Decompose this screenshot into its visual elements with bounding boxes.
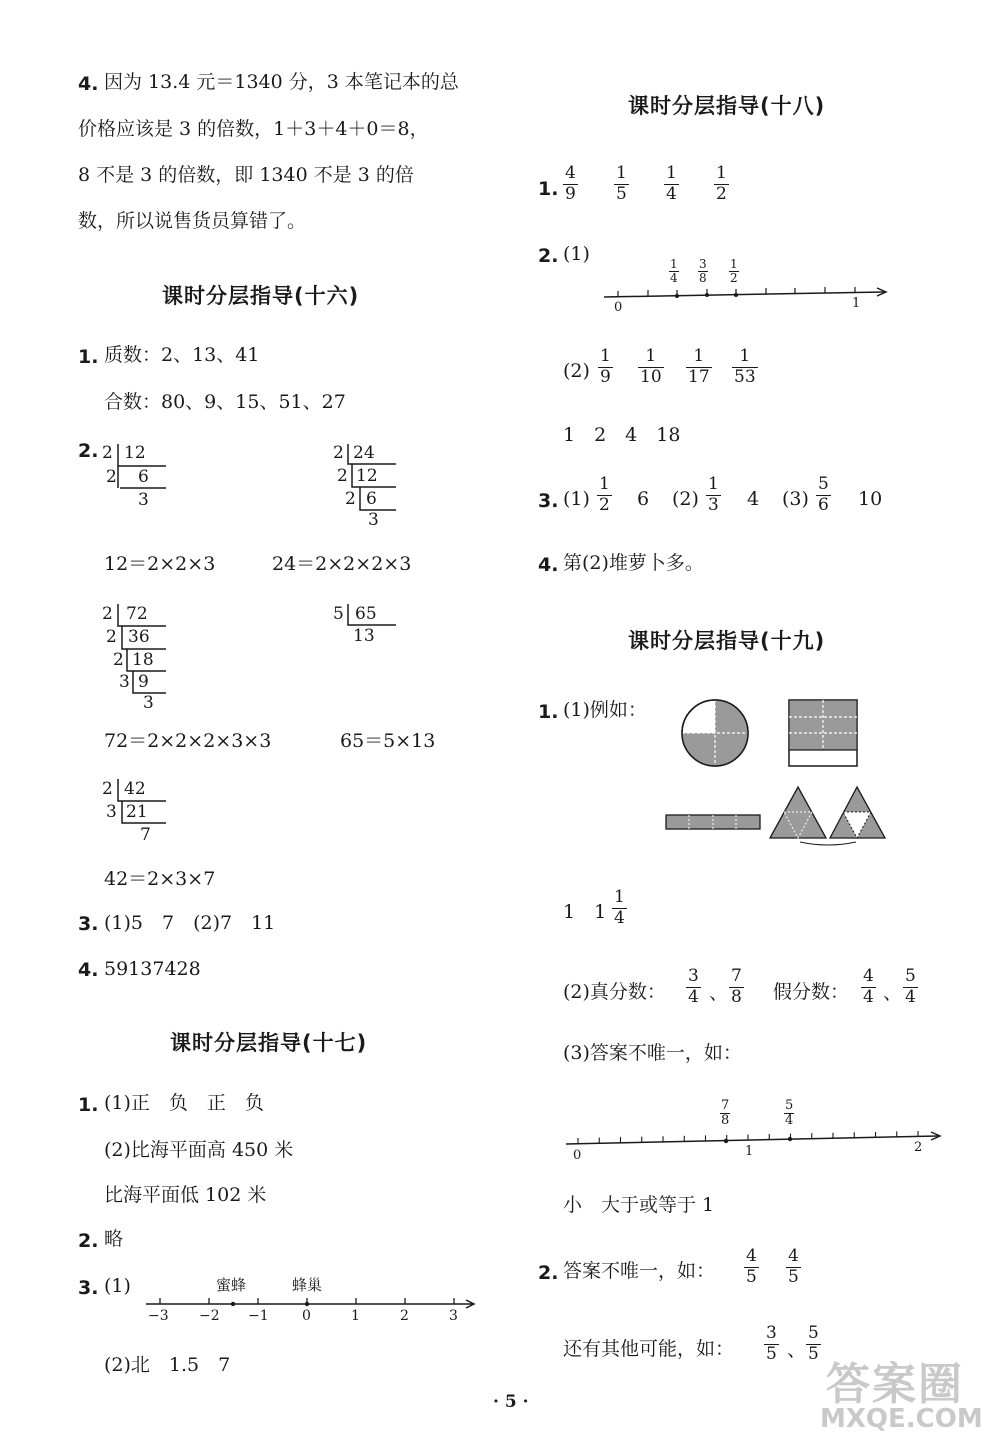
tick-label: 0: [614, 300, 623, 315]
answer-text: (1): [563, 488, 590, 510]
fraction: $\frac{1}{3}$: [708, 474, 719, 515]
section-title: 课时分层指导(十八): [628, 94, 826, 118]
fraction: 5 4: [785, 1098, 794, 1129]
answer-text: (3)答案不唯一，如：: [563, 1042, 742, 1064]
tick-label: 2: [400, 1308, 409, 1324]
fraction: $\frac{1}{2}$: [716, 163, 727, 204]
fraction: $\frac{3}{5}$: [766, 1323, 777, 1364]
fraction: $\frac{4}{5}$: [746, 1246, 757, 1287]
text-line: 价格应该是 3 的倍数，1＋3＋4＋0＝8，: [78, 118, 429, 140]
tick-label: −3: [148, 1308, 169, 1324]
fraction: $\frac{5}{6}$: [818, 474, 829, 515]
answer-text: (1)5 7 (2)7 11: [104, 912, 276, 934]
section-title: 课时分层指导(十九): [628, 629, 826, 653]
separator: 、: [787, 1339, 807, 1361]
answer-text: (2)比海平面高 450 米: [104, 1139, 294, 1161]
page-number: · 5 ·: [493, 1392, 529, 1412]
answer-text: 小 大于或等于 1: [563, 1194, 715, 1216]
answer-text: (1): [563, 243, 590, 265]
question-number: 1.: [78, 346, 99, 368]
tick-label: 1: [351, 1308, 360, 1324]
factor-equation: 65＝5×13: [340, 730, 436, 752]
factor-equation: 24＝2×2×2×3: [272, 553, 412, 575]
answer-text: 6: [637, 488, 650, 510]
tick-label: 0: [302, 1308, 311, 1324]
question-number: 3.: [78, 913, 99, 935]
answer-text: 59137428: [104, 958, 201, 980]
answer-text: 答案不唯一，如：: [563, 1260, 716, 1282]
section-title: 课时分层指导(十七): [170, 1031, 368, 1055]
answer-text: 假分数：: [773, 981, 850, 1003]
fraction: $\frac{1}{53}$: [734, 346, 756, 387]
tick-label: −2: [199, 1308, 220, 1324]
answer-text: 1 1: [563, 901, 607, 923]
answer-text: 第(2)堆萝卜多。: [563, 552, 704, 574]
square-shape: [789, 700, 857, 766]
triangle-shapes: [770, 787, 885, 845]
question-number: 2.: [538, 245, 559, 267]
answer-text: 1 2 4 18: [563, 424, 681, 446]
factor-equation: 42＝2×3×7: [104, 868, 216, 890]
answer-text: (2)真分数：: [563, 981, 666, 1003]
answer-text: (1)例如：: [563, 699, 647, 721]
tick-label: 1: [745, 1144, 754, 1159]
answer-text: 比海平面低 102 米: [104, 1184, 267, 1206]
circle-shape: [682, 700, 748, 766]
section-title: 课时分层指导(十六): [162, 284, 360, 308]
fraction: $\frac{5}{4}$: [905, 966, 916, 1007]
fraction: $\frac{4}{5}$: [788, 1246, 799, 1287]
fraction: $\frac{1}{9}$: [600, 346, 611, 387]
answer-text: 4: [747, 488, 760, 510]
fraction: $\frac{1}{4}$: [614, 887, 625, 928]
tick-label: 2: [914, 1140, 923, 1155]
answer-text: 还有其他可能，如：: [563, 1338, 735, 1360]
question-number: 4.: [538, 554, 559, 576]
separator: 、: [709, 982, 729, 1004]
hive-label: 蜂巢: [292, 1276, 323, 1294]
question-number: 3.: [538, 490, 559, 512]
question-number: 2.: [538, 1262, 559, 1284]
question-number: 2.: [78, 440, 99, 462]
answer-text: (2)北 1.5 7: [104, 1354, 231, 1376]
fraction: $\frac{1}{4}$: [666, 163, 677, 204]
tick-label: −1: [248, 1308, 269, 1324]
fraction: $\frac{4}{4}$: [863, 966, 874, 1007]
answer-text: 合数：80、9、15、51、27: [104, 391, 346, 413]
fraction: $\frac{1}{5}$: [616, 163, 627, 204]
fraction: 1 2: [730, 257, 738, 286]
answer-text: (1)正 负 正 负: [104, 1092, 264, 1114]
answer-text: (3): [782, 488, 809, 510]
watermark-url: MXQE.COM: [820, 1404, 983, 1434]
fraction: $\frac{1}{2}$: [599, 474, 610, 515]
answer-text: 略: [104, 1228, 124, 1250]
fraction: 3 8: [699, 257, 707, 286]
bee-label: 蜜蜂: [216, 1276, 247, 1294]
answer-text: (2): [672, 488, 699, 510]
fraction: $\frac{1}{10}$: [640, 346, 662, 387]
question-number: 1.: [538, 178, 559, 200]
answer-text: 质数：2、13、41: [104, 344, 260, 366]
bar-shape: [666, 815, 760, 829]
question-number: 1.: [78, 1094, 99, 1116]
text-line: 数，所以说售货员算错了。: [78, 210, 307, 232]
fraction: 1 4: [670, 257, 678, 286]
fraction: $\frac{7}{8}$: [731, 966, 742, 1007]
factor-equation: 72＝2×2×2×3×3: [104, 730, 272, 752]
number-line: [0, 0, 1, 1]
fraction: $\frac{1}{17}$: [688, 346, 710, 387]
question-number: 1.: [538, 701, 559, 723]
watermark-logo: 答案圈: [826, 1359, 964, 1410]
factor-equation: 12＝2×2×3: [104, 553, 216, 575]
text-line: 因为 13.4 元＝1340 分，3 本笔记本的总: [104, 71, 459, 93]
fraction: $\frac{3}{4}$: [688, 966, 699, 1007]
separator: 、: [883, 982, 903, 1004]
tick-label: 1: [852, 296, 861, 311]
question-number: 3.: [78, 1277, 99, 1299]
question-number: 4.: [78, 959, 99, 981]
question-number: 4.: [78, 73, 99, 95]
answer-text: (1): [104, 1275, 131, 1297]
tick-label: 0: [573, 1148, 582, 1163]
text-line: 8 不是 3 的倍数，即 1340 不是 3 的倍: [78, 164, 414, 186]
fraction: 7 8: [721, 1098, 730, 1129]
answer-text: 10: [858, 488, 883, 510]
tick-label: 3: [449, 1308, 458, 1324]
answer-text: (2): [563, 360, 590, 382]
fraction: $\frac{4}{9}$: [565, 163, 576, 204]
question-number: 2.: [78, 1230, 99, 1252]
fraction: $\frac{5}{5}$: [808, 1323, 819, 1364]
